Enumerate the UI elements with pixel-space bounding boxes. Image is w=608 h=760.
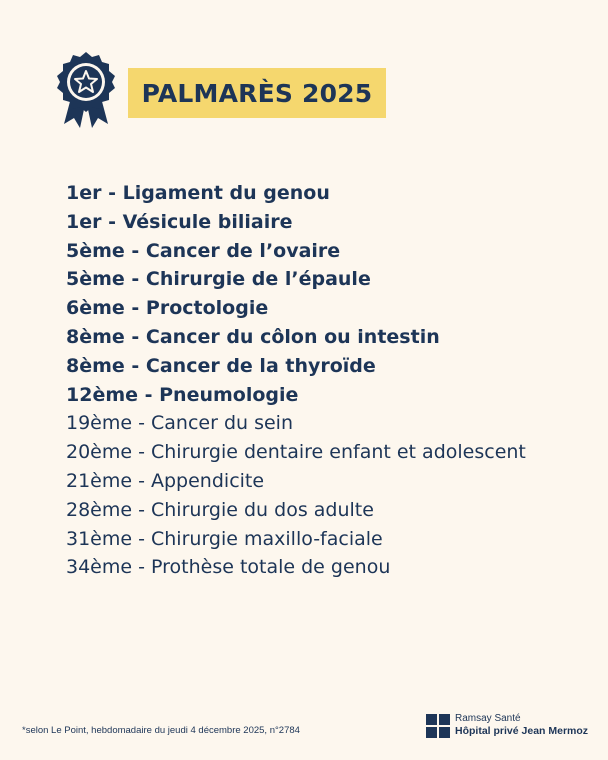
ranking-item: 28ème - Chirurgie du dos adulte — [66, 498, 374, 521]
award-ribbon-icon — [54, 50, 118, 130]
title-banner — [128, 68, 386, 118]
ranking-item: 19ème - Cancer du sein — [66, 412, 293, 435]
source-footnote: *selon Le Point, hebdomadaire du jeudi 4 décembre 2025, n°2784 — [22, 725, 300, 736]
ranking-item: 5ème - Cancer de l’ovaire — [66, 239, 341, 262]
ramsay-logo-icon — [426, 714, 450, 738]
ranking-item: 1er - Vésicule biliaire — [66, 210, 293, 233]
ranking-item: 34ème - Prothèse totale de genou — [66, 556, 391, 579]
ranking-item: 21ème - Appendicite — [66, 469, 265, 492]
page-title: PALMARÈS 2025 — [141, 78, 373, 108]
ranking-item: 31ème - Chirurgie maxillo-faciale — [66, 527, 383, 550]
ranking-item: 8ème - Cancer de la thyroïde — [66, 354, 376, 377]
hospital-logo — [426, 713, 588, 738]
ranking-item: 12ème - Pneumologie — [66, 383, 299, 406]
ranking-item: 1er - Ligament du genou — [66, 182, 330, 204]
logo-hospital-name: Hôpital privé Jean Mermoz — [455, 725, 589, 737]
ranking-list — [66, 179, 526, 582]
ranking-item: 20ème - Chirurgie dentaire enfant et adolescent — [66, 441, 526, 464]
ranking-item: 8ème - Cancer du côlon ou intestin — [66, 325, 440, 348]
logo-brand-name: Ramsay Santé — [455, 713, 521, 724]
ranking-item: 5ème - Chirurgie de l’épaule — [66, 268, 371, 291]
ranking-item: 6ème - Proctologie — [66, 297, 269, 320]
